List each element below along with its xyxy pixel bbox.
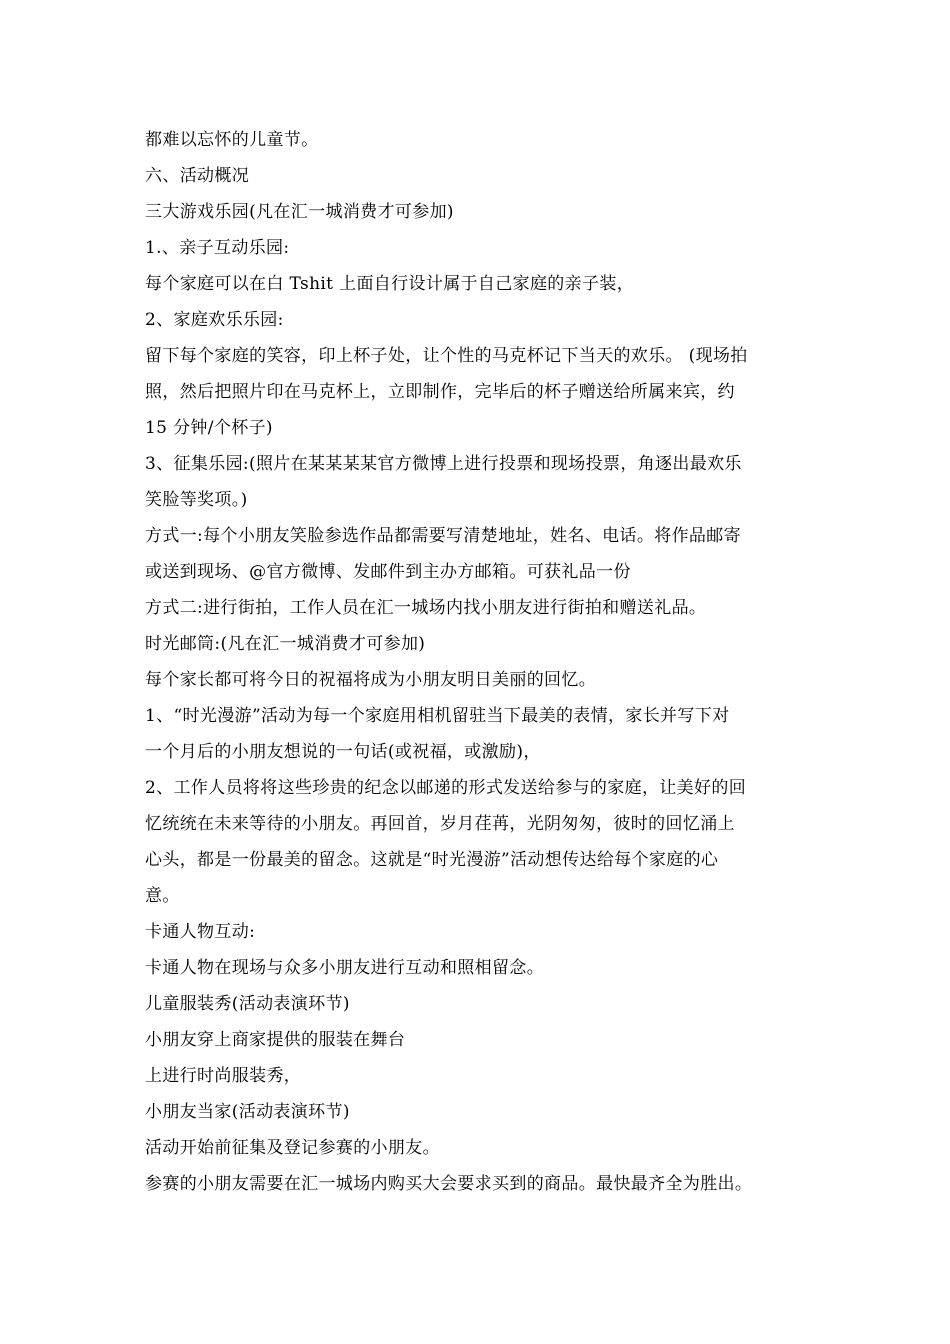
text-line: 方式一:每个小朋友笑脸参选作品都需要写清楚地址，姓名、电话。将作品邮寄 [145, 526, 741, 546]
text-line: 每个家庭可以在白 Tshit 上面自行设计属于自己家庭的亲子装， [145, 274, 635, 294]
document-body [145, 122, 825, 1202]
text-line: 心头，都是一份最美的留念。这就是“时光漫游”活动想传达给每个家庭的心 [145, 850, 719, 870]
text-line: 1、“时光漫游”活动为每一个家庭用相机留驻当下最美的表情，家长并写下对 [145, 706, 730, 726]
text-line: 小朋友穿上商家提供的服装在舞台 [145, 1030, 406, 1050]
text-line: 15 分钟/个杯子) [145, 418, 273, 438]
section-heading: 六、活动概况 [145, 166, 250, 186]
text-line: 卡通人物在现场与众多小朋友进行互动和照相留念。 [145, 958, 545, 978]
text-line: 一个月后的小朋友想说的一句话(或祝福，或激励)， [145, 742, 541, 762]
text-line: 2、家庭欢乐乐园: [145, 310, 284, 330]
text-line: 时光邮筒:(凡在汇一城消费才可参加) [145, 634, 426, 654]
text-line: 留下每个家庭的笑容，印上杯子处，让个性的马克杯记下当天的欢乐。 (现场拍 [145, 346, 748, 366]
text-line: 参赛的小朋友需要在汇一城场内购买大会要求买到的商品。最快最齐全为胜出。 [145, 1174, 753, 1194]
text-line: 每个家长都可将今日的祝福将成为小朋友明日美丽的回忆。 [145, 670, 597, 690]
text-line: 活动开始前征集及登记参赛的小朋友。 [145, 1138, 440, 1158]
text-line: 三大游戏乐园(凡在汇一城消费才可参加) [145, 202, 454, 222]
text-line: 笑脸等奖项。) [145, 490, 248, 510]
text-line: 上进行时尚服装秀， [145, 1066, 302, 1086]
text-line: 2、工作人员将将这些珍贵的纪念以邮递的形式发送给参与的家庭，让美好的回 [145, 778, 747, 798]
text-line: 1.、亲子互动乐园: [145, 238, 290, 258]
text-line: 3、征集乐园:(照片在某某某某官方微博上进行投票和现场投票，角逐出最欢乐 [145, 454, 742, 474]
text-line: 照，然后把照片印在马克杯上，立即制作，完毕后的杯子赠送给所属来宾，约 [145, 382, 735, 402]
text-line: 意。 [145, 886, 180, 906]
text-line: 小朋友当家(活动表演环节) [145, 1102, 350, 1122]
text-line: 儿童服装秀(活动表演环节) [145, 994, 350, 1014]
text-line: 都难以忘怀的儿童节。 [145, 130, 319, 150]
text-line: 方式二:进行街拍，工作人员在汇一城场内找小朋友进行街拍和赠送礼品。 [145, 598, 707, 618]
text-line: 或送到现场、@官方微博、发邮件到主办方邮箱。可获礼品一份 [145, 562, 631, 582]
text-line: 卡通人物互动: [145, 922, 256, 942]
text-line: 忆统统在未来等待的小朋友。再回首，岁月荏苒，光阴匆匆，彼时的回忆涌上 [145, 814, 735, 834]
